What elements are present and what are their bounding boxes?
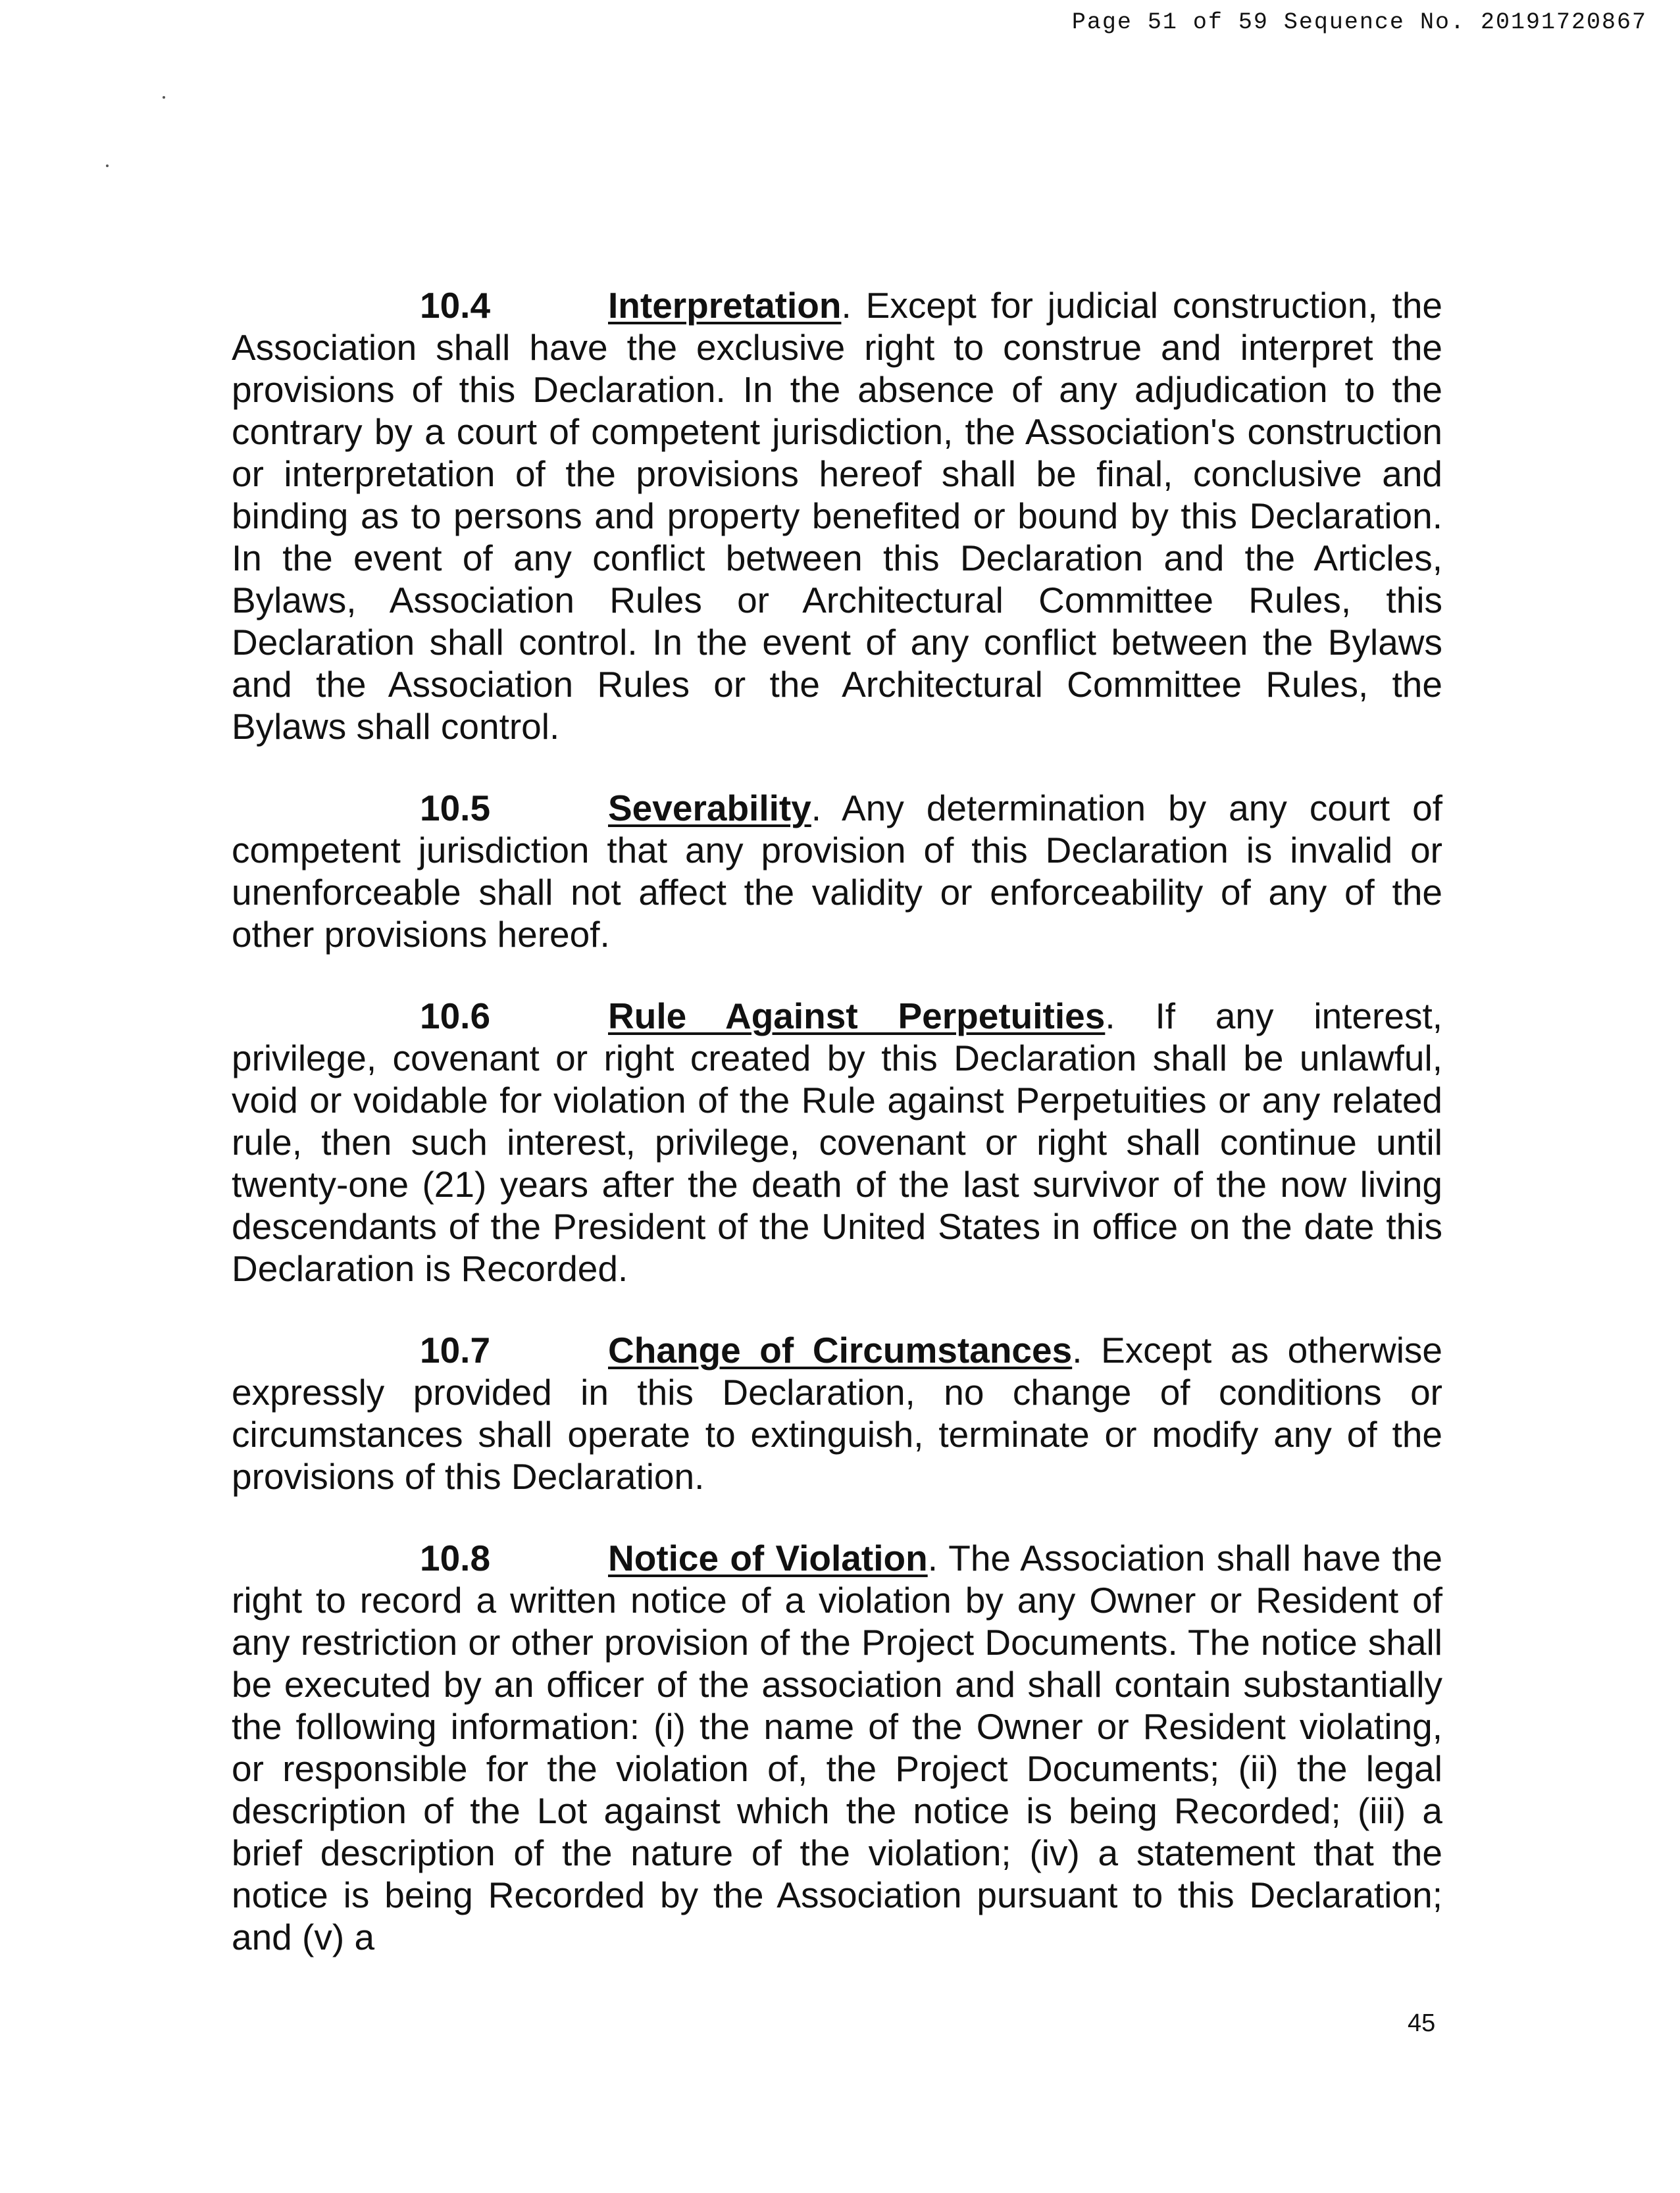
section-title: Severability	[608, 788, 811, 828]
section-10-7: 10.7 Change of Circumstances. Except as otherwise expressly provided in this Declaration, no change of conditions or circumstances shall operate to extinguish, terminate or modify any of the provisions of this Declaration.	[232, 1330, 1442, 1497]
section-number: 10.5	[420, 788, 491, 828]
section-10-8: 10.8 Notice of Violation. The Association shall have the right to record a written notice of a violation by any Owner or Resident of any restriction or other provision of the Project Documents. The notice shall be executed by an officer of the association and shall contain substantially the following information: (i) the name of the Owner or Resident violating, or responsible for the violation of, the Project Documents; (ii) the legal description of the Lot against which the notice is being Recorded; (iii) a brief description of the nature of the violation; (iv) a statement that the notice is being Recorded by the Association pursuant to this Declaration; and (v) a	[232, 1538, 1442, 1957]
section-body: Except as otherwise expressly provided in this Declaration, no change of conditions or circumstances shall operate to extinguish, terminate or modify any of the provisions of this Declaration.	[232, 1330, 1442, 1497]
section-10-6: 10.6 Rule Against Perpetuities. If any interest, privilege, covenant or right created by this Declaration shall be unlawful, void or voidable for violation of the Rule against Perpetuities or any related rule, then such interest, privilege, covenant or right shall continue until twenty-one (21) years after the death of the last survivor of the now living descendants of the President of the United States in office on the date this Declaration is Recorded.	[232, 996, 1443, 1289]
section-title: Rule Against Perpetuities	[608, 996, 1106, 1036]
section-title: Change of Circumstances	[608, 1330, 1073, 1371]
section-title: Interpretation	[608, 285, 842, 326]
section-number: 10.4	[420, 285, 491, 326]
section-number: 10.7	[420, 1330, 491, 1371]
section-10-4: 10.4 Interpretation. Except for judicial construction, the Association shall have the exclusive right to construe and interpret the provisions of this Declaration. In the absence of any adjudication to the contrary by a court of competent jurisdiction, the Association's construction or interpretation of the provisions hereof shall be final, conclusive and binding as to persons and property benefited or bound by this Declaration. In the event of any conflict between this Declaration and the Articles, Bylaws, Association Rules or Architectural Committee Rules, this Declaration shall control. In the event of any conflict between the Bylaws and the Association Rules or the Architectural Committee Rules, the Bylaws shall control.	[232, 285, 1442, 747]
document-body	[232, 284, 1442, 1998]
section-body: Except for judicial construction, the Association shall have the exclusive right to construe and interpret the provisions of this Declaration. In the absence of any adjudication to the contrary by a court of competent jurisdiction, the Association's construction or interpretation of the provisions hereof shall be final, conclusive and binding as to persons and property benefited or bound by this Declaration. In the event of any conflict between this Declaration and the Articles, Bylaws, Association Rules or Architectural Committee Rules, this Declaration shall control. In the event of any conflict between the Bylaws and the Association Rules or the Architectural Committee Rules, the Bylaws shall control.	[232, 285, 1442, 747]
page-sequence-header: Page 51 of 59 Sequence No. 20191720867	[1071, 9, 1647, 36]
scan-speck	[163, 96, 165, 99]
section-body: Any determination by any court of competent jurisdiction that any provision of this Declaration is invalid or unenforceable shall not affect the validity or enforceability of any of the other provisions hereof.	[232, 788, 1442, 955]
section-body: If any interest, privilege, covenant or right created by this Declaration shall be unlawful, void or voidable for violation of the Rule against Perpetuities or any related rule, then such interest, privilege, covenant or right shall continue until twenty-one (21) years after the death of the last survivor of the now living descendants of the President of the United States in office on the date this Declaration is Recorded.	[232, 996, 1443, 1289]
section-10-5: 10.5 Severability. Any determination by any court of competent jurisdiction that any provision of this Declaration is invalid or unenforceable shall not affect the validity or enforceability of any of the other provisions hereof.	[232, 788, 1442, 955]
section-title: Notice of Violation	[608, 1538, 928, 1578]
page-number: 45	[1408, 2009, 1436, 2037]
section-number: 10.6	[420, 996, 491, 1036]
section-body: The Association shall have the right to record a written notice of a violation by any Owner or Resident of any restriction or other provision of the Project Documents. The notice shall be executed by an officer of the association and shall contain substantially the following information: (i) the name of the Owner or Resident violating, or responsible for the violation of, the Project Documents; (ii) the legal description of the Lot against which the notice is being Recorded; (iii) a brief description of the nature of the violation; (iv) a statement that the notice is being Recorded by the Association pursuant to this Declaration; and (v) a	[232, 1538, 1442, 1957]
section-number: 10.8	[420, 1538, 491, 1578]
scan-speck	[106, 164, 109, 167]
